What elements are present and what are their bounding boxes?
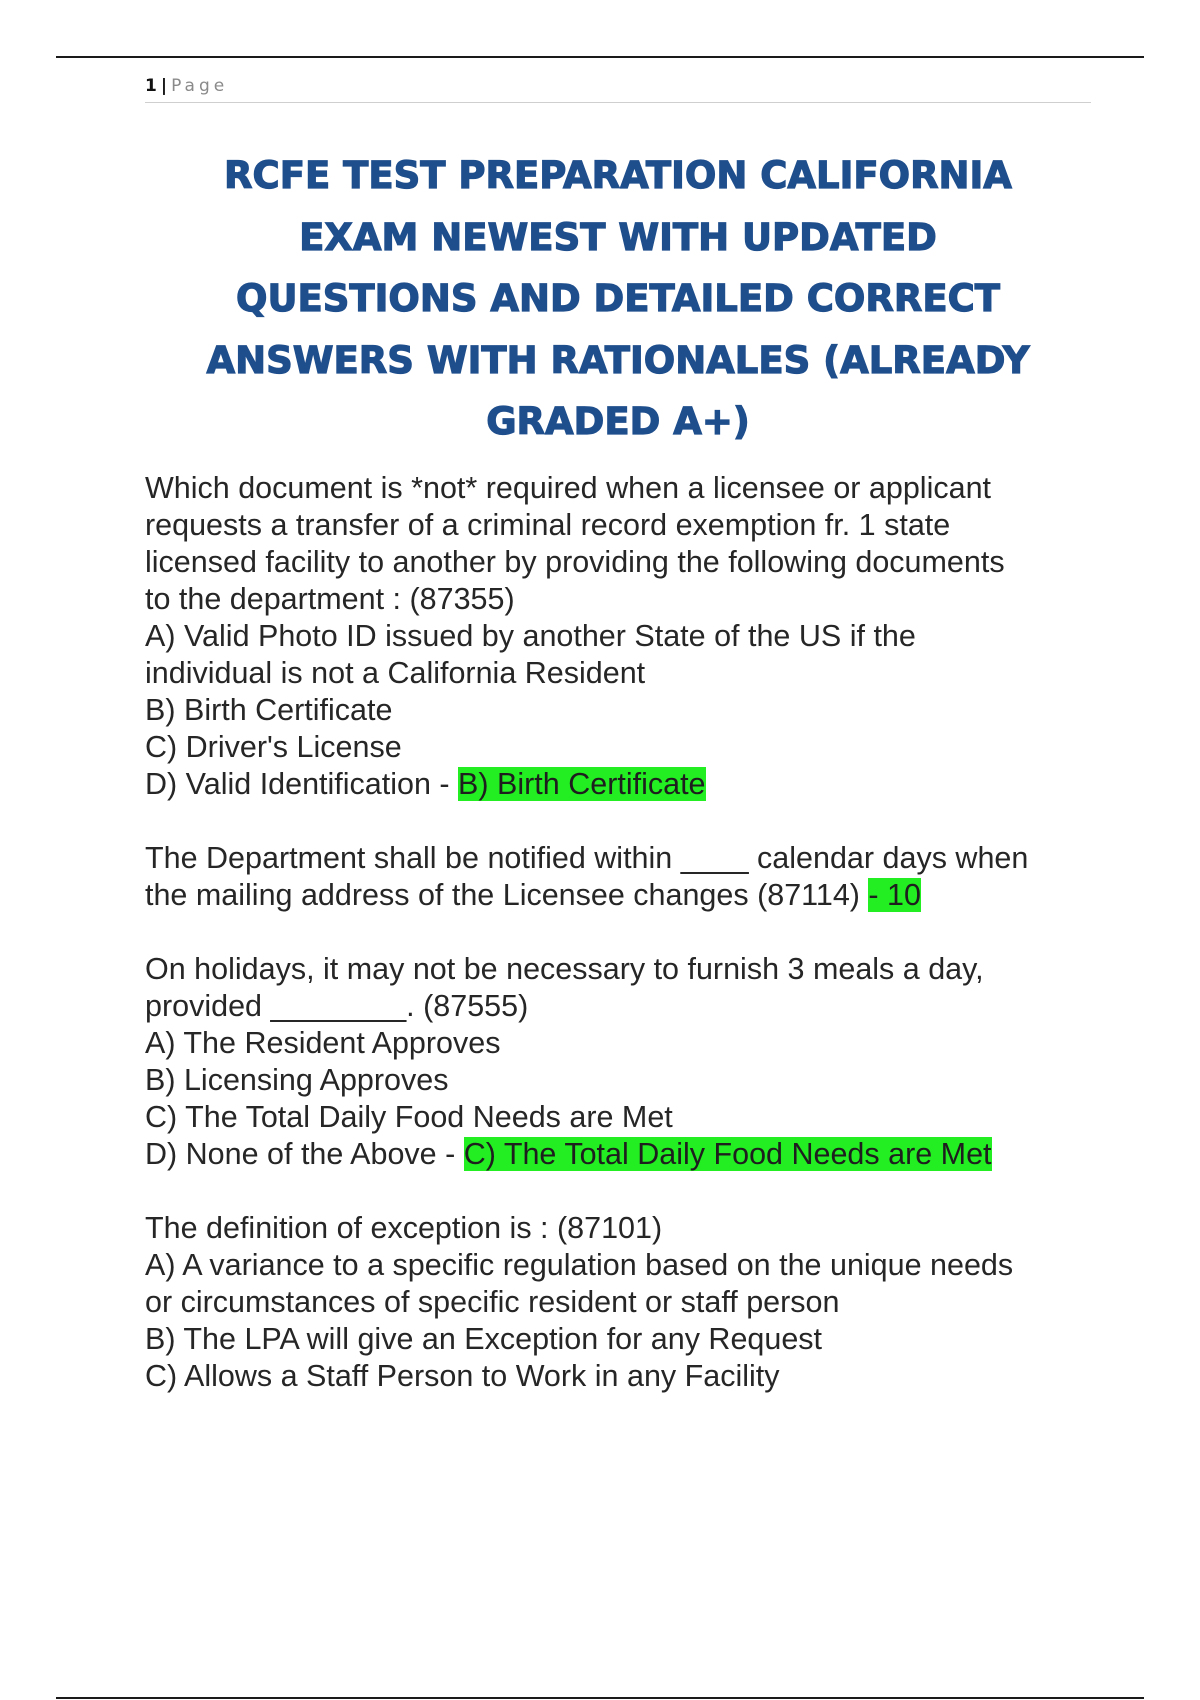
highlighted-answer: - 10 bbox=[868, 878, 921, 912]
question-line: licensed facility to another by providing the following documents bbox=[145, 545, 1005, 579]
highlighted-answer: C) The Total Daily Food Needs are Met bbox=[463, 1137, 992, 1171]
question-line: On holidays, it may not be necessary to furnish 3 meals a day, bbox=[145, 952, 984, 986]
answer-option: individual is not a California Resident bbox=[145, 656, 646, 690]
page-number: 1 bbox=[145, 76, 157, 96]
title-line: RCFE TEST PREPARATION CALIFORNIA bbox=[224, 154, 1012, 197]
top-rule bbox=[56, 56, 1144, 58]
answer-option-with-answer bbox=[145, 1136, 1105, 1173]
answer-option: C) Allows a Staff Person to Work in any Facility bbox=[145, 1359, 780, 1393]
answer-option-text: D) Valid Identification - bbox=[145, 767, 459, 801]
question-line: requests a transfer of a criminal record exemption fr. 1 state bbox=[145, 508, 951, 542]
answer-option: C) Driver's License bbox=[145, 730, 402, 764]
title-line: EXAM NEWEST WITH UPDATED bbox=[299, 215, 937, 259]
question-line-with-answer bbox=[145, 877, 1105, 914]
title-line: ANSWERS WITH RATIONALES (ALREADY bbox=[206, 338, 1030, 382]
answer-option: C) The Total Daily Food Needs are Met bbox=[145, 1100, 673, 1134]
answer-option: B) The LPA will give an Exception for any Request bbox=[145, 1322, 823, 1356]
answer-option: or circumstances of specific resident or staff person bbox=[145, 1285, 840, 1319]
question-list bbox=[145, 470, 1105, 1432]
question-block bbox=[145, 470, 1105, 803]
title-line: GRADED A+) bbox=[486, 400, 750, 443]
page-label: Page bbox=[171, 76, 229, 96]
question-text: the mailing address of the Licensee changes (87114) bbox=[145, 878, 869, 912]
answer-option-text: D) None of the Above - bbox=[145, 1137, 464, 1171]
page-header bbox=[145, 72, 1091, 103]
answer-option: A) The Resident Approves bbox=[145, 1026, 501, 1060]
title-line: QUESTIONS AND DETAILED CORRECT bbox=[235, 277, 1001, 320]
bottom-rule bbox=[56, 1697, 1144, 1699]
document-title bbox=[145, 145, 1091, 453]
question-block bbox=[145, 840, 1105, 914]
question-block bbox=[145, 1210, 1105, 1395]
answer-option: A) A variance to a specific regulation based on the unique needs bbox=[145, 1248, 1014, 1282]
highlighted-answer: B) Birth Certificate bbox=[458, 767, 706, 801]
question-line: to the department : (87355) bbox=[145, 582, 515, 616]
answer-option: B) Licensing Approves bbox=[145, 1063, 449, 1097]
question-line: provided ________. (87555) bbox=[145, 989, 529, 1023]
question-line: Which document is *not* required when a licensee or applicant bbox=[145, 471, 992, 505]
question-block bbox=[145, 951, 1105, 1173]
page-separator: | bbox=[160, 76, 168, 96]
answer-option: B) Birth Certificate bbox=[145, 693, 393, 727]
answer-option-with-answer bbox=[145, 766, 1105, 803]
question-line: The definition of exception is : (87101) bbox=[145, 1211, 663, 1245]
answer-option: A) Valid Photo ID issued by another State of the US if the bbox=[145, 619, 916, 653]
question-line: The Department shall be notified within ____ calendar days when bbox=[145, 841, 1029, 875]
